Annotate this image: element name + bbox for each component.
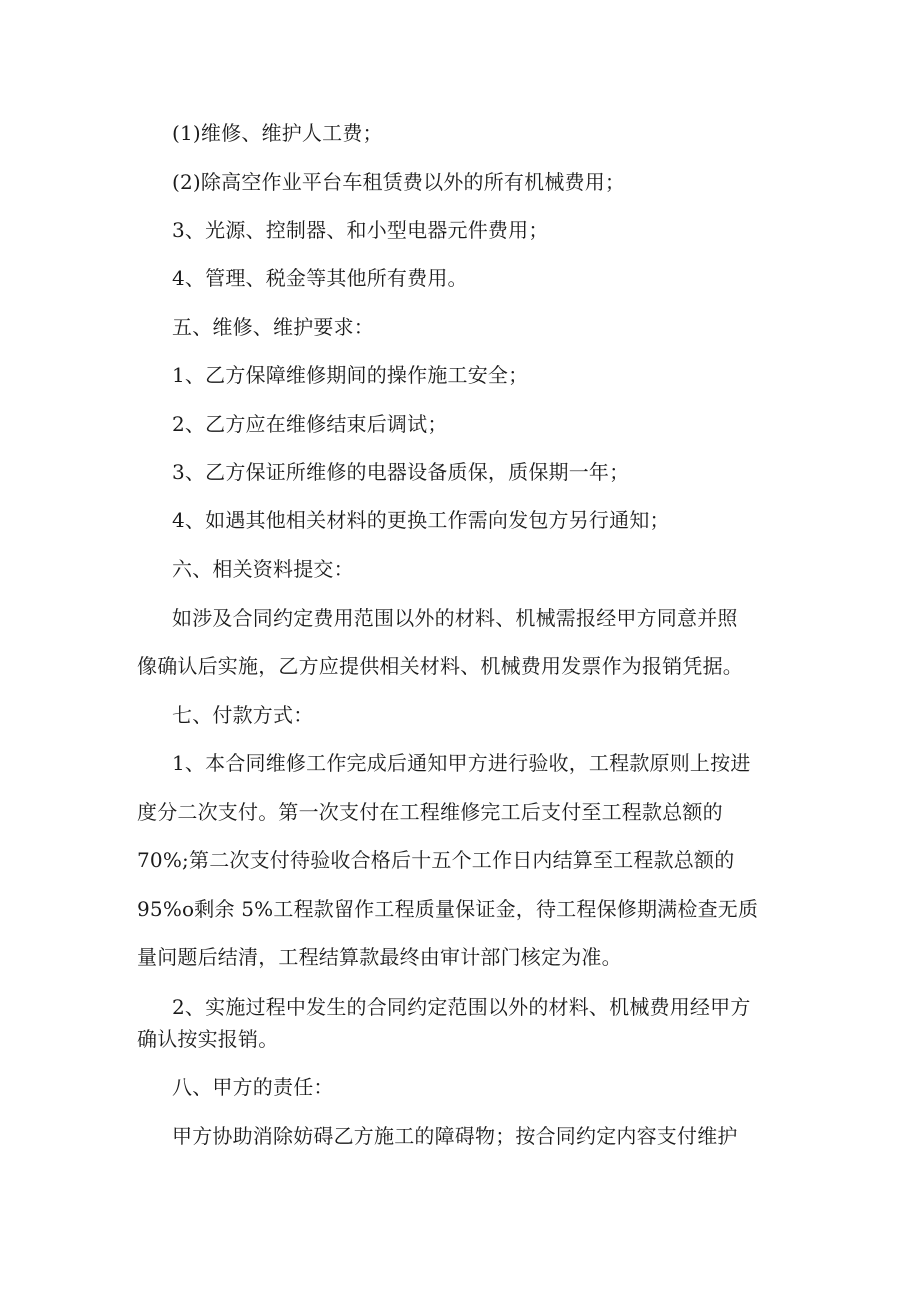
requirement-warranty: 3、乙方保证所维修的电器设备质保，质保期一年； [172, 460, 630, 484]
requirement-safety: 1、乙方保障维修期间的操作施工安全； [172, 363, 529, 387]
requirement-debugging: 2、乙方应在维修结束后调试； [172, 412, 448, 436]
section-heading-documents: 六、相关资料提交： [172, 557, 354, 581]
item-machinery-cost: (2)除高空作业平台车租赁费以外的所有机械费用； [172, 170, 626, 194]
paragraph-line: 像确认后实施，乙方应提供相关材料、机械费用发票作为报销凭据。 [137, 654, 743, 678]
item-labor-cost: (1)维修、维护人工费； [172, 121, 383, 145]
paragraph-line: 95%o剩余 5%工程款留作工程质量保证金，待工程保修期满检查无质 [137, 897, 759, 921]
paragraph-line: 确认按实报销。 [137, 1027, 279, 1051]
item-component-cost: 3、光源、控制器、和小型电器元件费用； [172, 218, 549, 242]
item-management-cost: 4、管理、税金等其他所有费用。 [172, 266, 468, 290]
section-heading-party-a-duties: 八、甲方的责任： [172, 1075, 334, 1099]
section-heading-payment: 七、付款方式： [172, 703, 314, 727]
requirement-notice: 4、如遇其他相关材料的更换工作需向发包方另行通知； [172, 508, 670, 532]
paragraph-line: 2、实施过程中发生的合同约定范围以外的材料、机械费用经甲方 [172, 995, 751, 1019]
paragraph-line: 量问题后结清，工程结算款最终由审计部门核定为准。 [137, 945, 622, 969]
paragraph-line: 度分二次支付。第一次支付在工程维修完工后支付至工程款总额的 [137, 800, 723, 824]
paragraph-line: 70%;第二次支付待验收合格后十五个工作日内结算至工程款总额的 [137, 848, 735, 872]
paragraph-line: 1、本合同维修工作完成后通知甲方进行验收，工程款原则上按进 [172, 751, 751, 775]
paragraph-line: 甲方协助消除妨碍乙方施工的障碍物；按合同约定内容支付维护 [172, 1124, 738, 1148]
section-heading-maintenance-requirements: 五、维修、维护要求： [172, 315, 374, 339]
paragraph-line: 如涉及合同约定费用范围以外的材料、机械需报经甲方同意并照 [172, 606, 738, 630]
